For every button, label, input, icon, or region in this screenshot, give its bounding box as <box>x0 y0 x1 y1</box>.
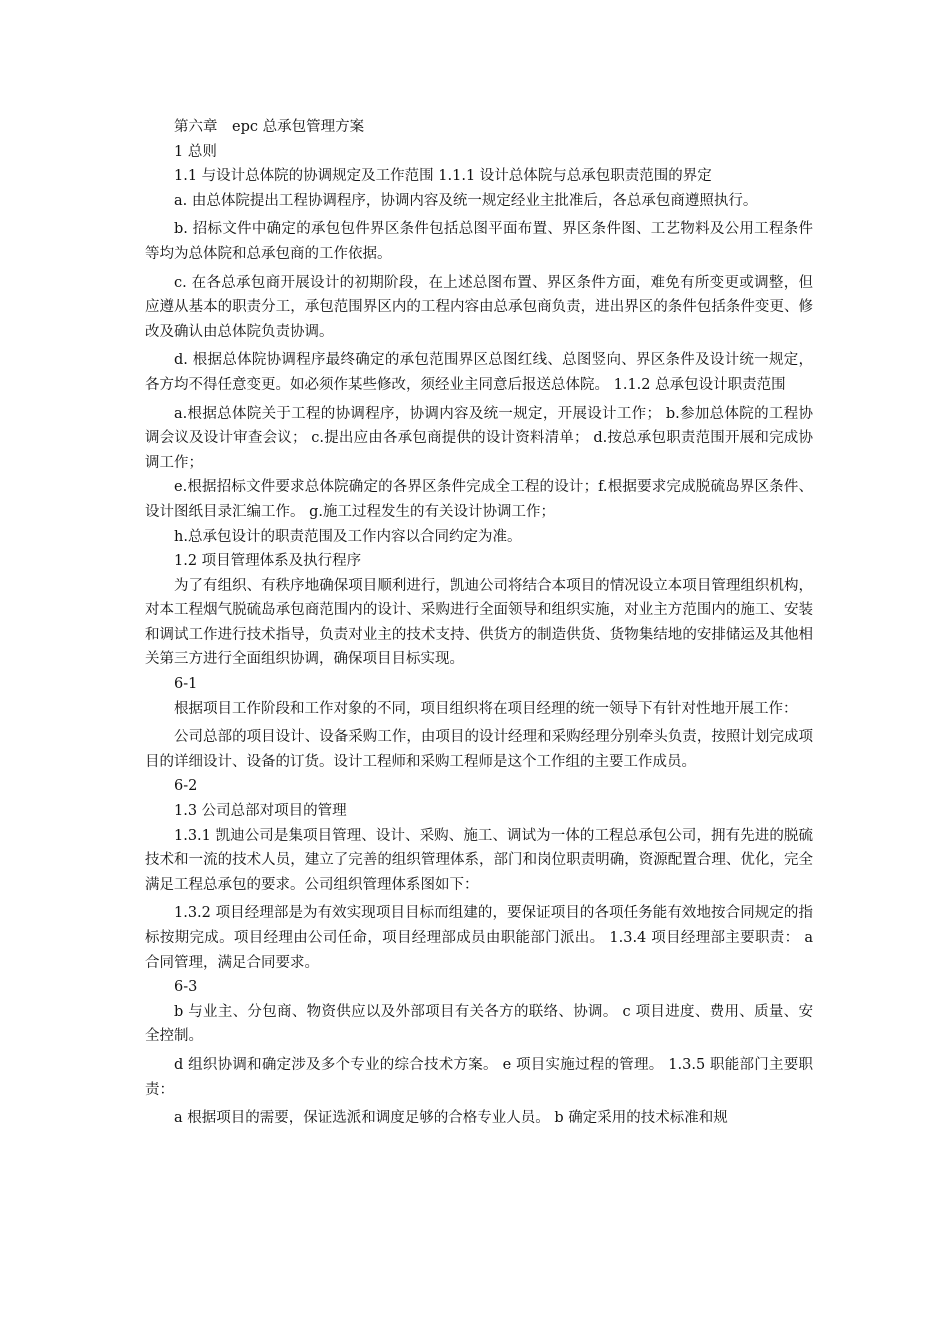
paragraph: b. 招标文件中确定的承包包件界区条件包括总图平面布置、界区条件图、工艺物料及公用工程条件等均为总体院和总承包商的工作依据。 <box>145 221 813 262</box>
paragraph: 1.3.2 项目经理部是为有效实现项目目标而组建的，要保证项目的各项任务能有效地按合同规定的指标按期完成。项目经理由公司任命，项目经理部成员由职能部门派出。 1.3.4 项目经理部主要职责： a 合同管理，满足合同要求。 <box>145 905 813 971</box>
paragraph: d 组织协调和确定涉及多个专业的综合技术方案。 e 项目实施过程的管理。 1.3.5 职能部门主要职责： <box>145 1056 813 1098</box>
section-heading: 1 总则 <box>174 143 217 160</box>
paragraph: 为了有组织、有秩序地确保项目顺利进行，凯迪公司将结合本项目的情况设立本项目管理组织机构，对本工程烟气脱硫岛承包商范围内的设计、采购进行全面领导和组织实施，对业主方范围内的施工、安装和调试工作进行技术指导，负责对业主的技术支持、供货方的制造供货、货物集结地的安排储运及其他相关第三方进行全面组织协调，确保项目目标实现。 <box>145 577 813 668</box>
page-number: 6-1 <box>174 676 198 693</box>
subsection-heading: 1.2 项目管理体系及执行程序 <box>174 553 362 570</box>
subsection-heading: 1.3 公司总部对项目的管理 <box>174 803 347 820</box>
paragraph: e.根据招标文件要求总体院确定的各界区条件完成全工程的设计；f.根据要求完成脱硫岛界区条件、设计图纸目录汇编工作。 g.施工过程发生的有关设计协调工作； <box>145 479 813 520</box>
chapter-title: 第六章 epc 总承包管理方案 <box>174 119 365 135</box>
paragraph: 根据项目工作阶段和工作对象的不同，项目组织将在项目经理的统一领导下有针对性地开展工作： <box>174 700 798 717</box>
paragraph: 公司总部的项目设计、设备采购工作，由项目的设计经理和采购经理分别牵头负责，按照计划完成项目的详细设计、设备的订货。设计工程师和采购工程师是这个工作组的主要工作成员。 <box>145 729 813 770</box>
paragraph: a. 由总体院提出工程协调程序，协调内容及统一规定经业主批准后，各总承包商遵照执行。 <box>174 192 758 209</box>
paragraph: c. 在各总承包商开展设计的初期阶段，在上述总图布置、界区条件方面，难免有所变更或调整，但应遵从基本的职责分工，承包范围界区内的工程内容由总承包商负责，进出界区的条件包括条件变更、修改及确认由总体院负责协调。 <box>145 274 813 340</box>
paragraph: a.根据总体院关于工程的协调程序，协调内容及统一规定，开展设计工作； b.参加总体院的工程协调会议及设计审查会议； c.提出应由各承包商提供的设计资料清单； d.按总承包职责范围开展和完成协调工作； <box>145 405 813 471</box>
page-number: 6-2 <box>174 778 198 795</box>
paragraph: b 与业主、分包商、物资供应以及外部项目有关各方的联络、协调。 c 项目进度、费用、质量、安全控制。 <box>145 1003 813 1045</box>
paragraph: d. 根据总体院协调程序最终确定的承包范围界区总图红线、总图竖向、界区条件及设计统一规定，各方均不得任意变更。如必须作某些修改，须经业主同意后报送总体院。 1.1.2 总承包设计职责范围 <box>145 352 813 393</box>
page-number: 6-3 <box>174 979 198 996</box>
paragraph: 1.3.1 凯迪公司是集项目管理、设计、采购、施工、调试为一体的工程总承包公司，拥有先进的脱硫技术和一流的技术人员，建立了完善的组织管理体系，部门和岗位职责明确，资源配置合理、优化，完全满足工程总承包的要求。公司组织管理体系图如下： <box>145 827 813 893</box>
document-page <box>145 115 813 1131</box>
paragraph: a 根据项目的需要，保证选派和调度足够的合格专业人员。 b 确定采用的技术标准和规 <box>174 1110 728 1127</box>
paragraph: h.总承包设计的职责范围及工作内容以合同约定为准。 <box>174 528 522 545</box>
subsection-heading: 1.1 与设计总体院的协调规定及工作范围 1.1.1 设计总体院与总承包职责范围的界定 <box>174 168 712 185</box>
